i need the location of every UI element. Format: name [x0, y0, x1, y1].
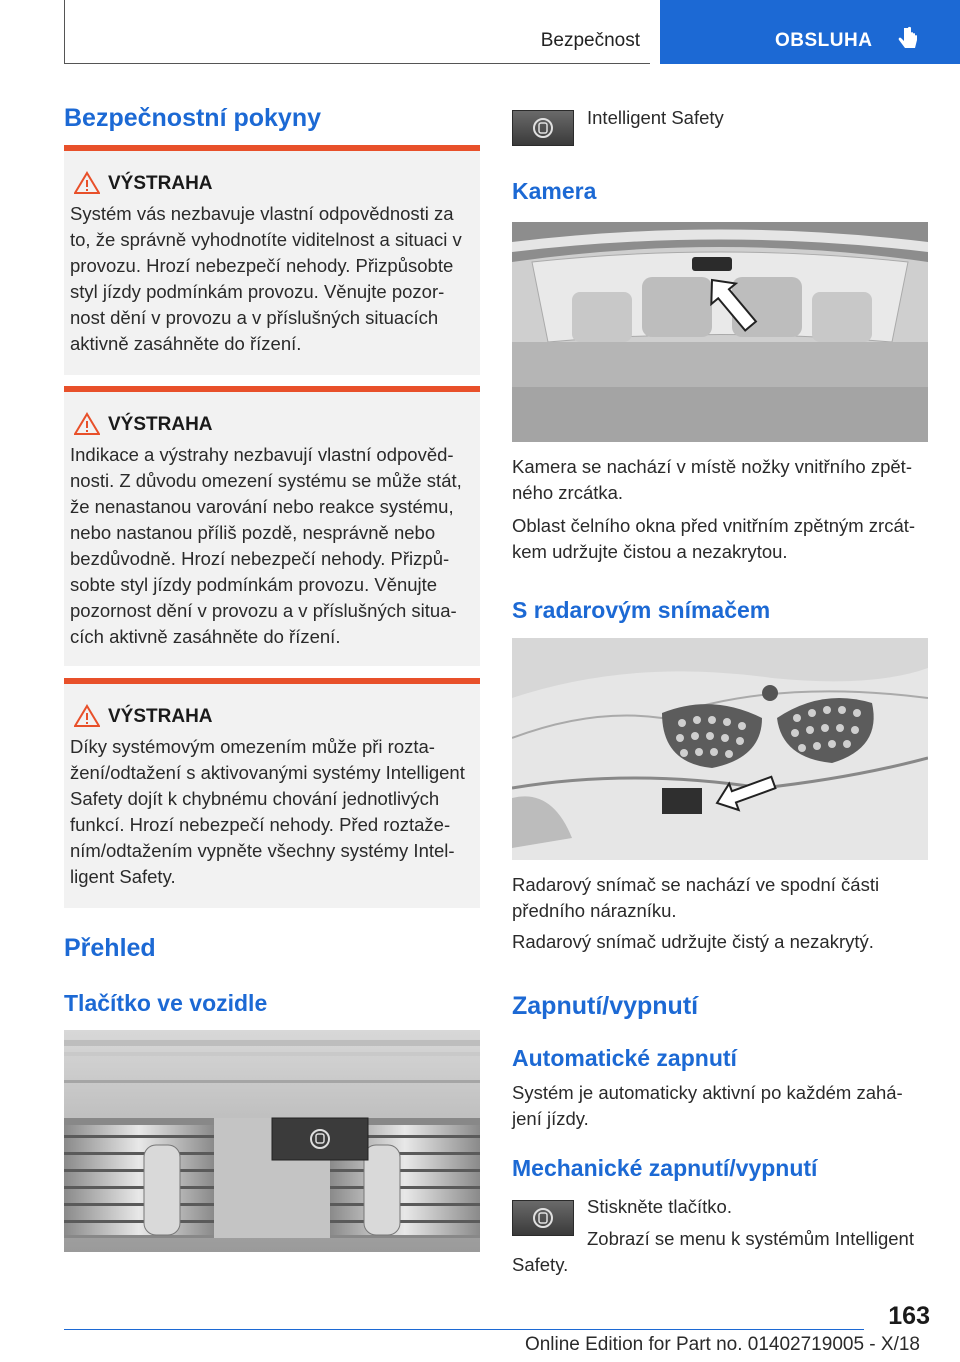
text-line: Oblast čelního okna před vnitřním zpětným zrcát- — [512, 515, 916, 536]
header-section-title: Bezpečnost — [540, 30, 640, 51]
overview-title: Přehled — [64, 934, 156, 962]
text-line: sobte styl jízdy podmínkám provozu. Věnujte — [70, 574, 438, 595]
header-divider-left — [64, 0, 65, 64]
intelligent-safety-icon — [513, 111, 573, 145]
warning-triangle-icon — [74, 171, 100, 195]
automatic-on-text — [512, 1080, 932, 1132]
text-line: ného zrcátka. — [512, 482, 624, 503]
camera-location-text — [512, 454, 932, 506]
text-line: nebo nastanou příliš pozdě, nesprávně nebo — [70, 522, 436, 543]
warning-box — [64, 678, 480, 908]
hand-pointer-icon — [896, 26, 920, 54]
text-line: ligent Safety. — [70, 866, 176, 887]
text-line: Radarový snímač se nachází ve spodní části — [512, 874, 880, 895]
header-divider-bottom — [64, 63, 650, 64]
text-line: Systém vás nezbavuje vlastní odpovědnosti za — [70, 203, 454, 224]
manual-step-1: Stiskněte tlačítko. — [587, 1196, 732, 1217]
intelligent-safety-button-icon[interactable] — [512, 1200, 574, 1236]
manual-on-off-title: Mechanické zapnutí/vypnutí — [512, 1155, 818, 1181]
text-line: žení/odtažení s aktivovanými systémy Intelligent — [70, 762, 465, 783]
camera-illustration — [512, 222, 928, 442]
warning-text — [70, 201, 478, 357]
warning-title: VÝSTRAHA — [108, 173, 213, 194]
text-line: Kamera se nachází v místě nožky vnitřního zpět- — [512, 456, 912, 477]
text-line: funkcí. Hrozí nebezpečí nehody. Před roztaže- — [70, 814, 451, 835]
text-line: bezdůvodně. Hrozí nebezpečí nehody. Přizpů- — [70, 548, 450, 569]
text-line: jení jízdy. — [512, 1108, 589, 1129]
text-line: pozornost dění v provozu a v příslušných situa- — [70, 600, 457, 621]
text-line: styl jízdy podmínkám provozu. Věnujte pozor- — [70, 281, 445, 302]
car-interior-image — [512, 222, 928, 442]
text-line: nost dění v provozu a v příslušných situacích — [70, 307, 439, 328]
text-line: předního nárazníku. — [512, 900, 677, 921]
radar-illustration — [512, 638, 928, 860]
on-off-title: Zapnutí/vypnutí — [512, 992, 699, 1020]
intelligent-safety-icon — [513, 1201, 573, 1235]
page-number: 163 — [888, 1302, 930, 1330]
chapter-tab-label: OBSLUHA — [775, 30, 873, 51]
radar-location-text — [512, 872, 932, 924]
text-line: kem udržujte čistou a nezakrytou. — [512, 541, 788, 562]
warning-text — [70, 442, 478, 650]
intelligent-safety-button-icon[interactable] — [512, 110, 574, 146]
warning-box — [64, 145, 480, 375]
footer-edition: Online Edition for Part no. 01402719005 - X/18 — [524, 1334, 920, 1355]
text-line: cích aktivně zasáhněte do řízení. — [70, 626, 341, 647]
footer-divider — [64, 1329, 864, 1330]
warning-triangle-icon — [74, 412, 100, 436]
car-front-image — [512, 638, 928, 860]
warning-triangle-icon — [74, 704, 100, 728]
text-line: aktivně zasáhněte do řízení. — [70, 333, 302, 354]
manual-step-2: Zobrazí se menu k systémům Intelligent — [587, 1228, 914, 1249]
text-line: Safety dojít k chybnému chování jednotlivých — [70, 788, 440, 809]
section-title: Bezpečnostní pokyny — [64, 104, 321, 132]
automatic-on-title: Automatické zapnutí — [512, 1045, 737, 1071]
warning-title: VÝSTRAHA — [108, 414, 213, 435]
text-line: Systém je automaticky aktivní po každém zahá- — [512, 1082, 903, 1103]
chapter-tab[interactable] — [660, 0, 960, 64]
warning-box — [64, 386, 480, 666]
warning-title: VÝSTRAHA — [108, 706, 213, 727]
text-line: Indikace a výstrahy nezbavují vlastní odpověd- — [70, 444, 454, 465]
button-caption: Intelligent Safety — [587, 107, 724, 128]
manual-step-2-cont: Safety. — [512, 1254, 569, 1275]
button-in-vehicle-title: Tlačítko ve vozidle — [64, 990, 268, 1016]
button-panel-illustration — [64, 1030, 480, 1252]
text-line: že nenastanou varování nebo reakce systému, — [70, 496, 454, 517]
text-line: ním/odtažením vypněte všechny systémy Intel- — [70, 840, 455, 861]
radar-care-text: Radarový snímač udržujte čistý a nezakrytý. — [512, 931, 874, 952]
radar-title: S radarovým snímačem — [512, 597, 771, 623]
text-line: provozu. Hrozí nebezpečí nehody. Přizpůsobte — [70, 255, 454, 276]
dashboard-vents-image — [64, 1030, 480, 1252]
warning-text — [70, 734, 478, 890]
text-line: to, že správně vyhodnotíte viditelnost a situaci v — [70, 229, 462, 250]
camera-care-text — [512, 513, 932, 565]
text-line: Díky systémovým omezením může při rozta- — [70, 736, 435, 757]
camera-title: Kamera — [512, 178, 597, 204]
text-line: nosti. Z důvodu omezení systému se může stát, — [70, 470, 462, 491]
